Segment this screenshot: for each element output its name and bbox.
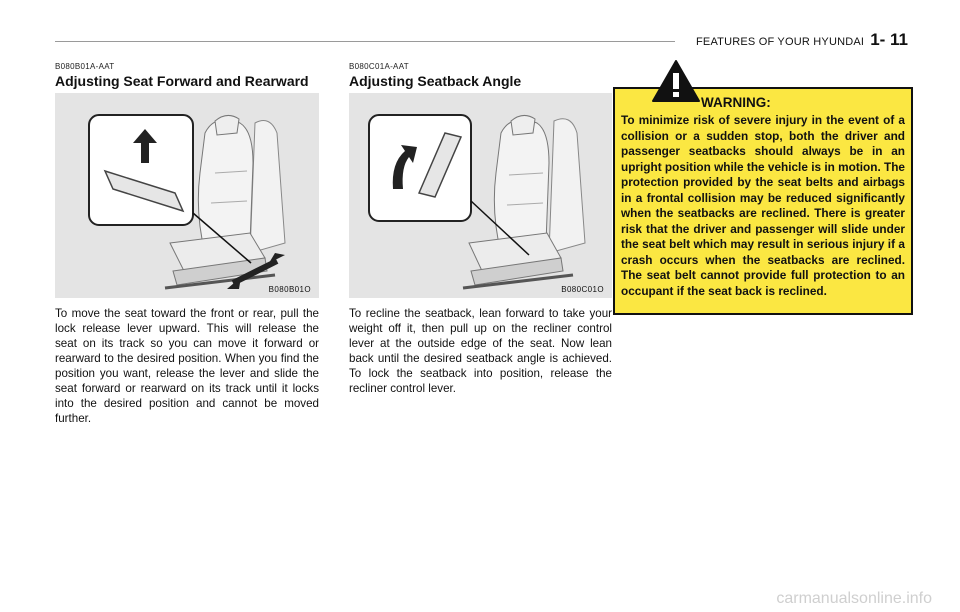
seat-slide-illustration [55,93,319,298]
section-heading: Adjusting Seat Forward and Rearward [55,73,309,89]
warning-text: To minimize risk of severe injury in the event of a collision or a sudden stop, both the driver and passenger seatbacks should always be in an upright position while the vehicle is in motion. The protection provided by the seat belts and airbags in a frontal collision may be reduced significantly when the seatbacks are reclined. There is greater risk that the driver and passenger will slide under the seat belt which may result in serious injury if a crash occurs when the seatbacks are reclined. The seat belt cannot provide full protection to an occupant if the seat back is reclined. [621,113,905,298]
section-heading: Adjusting Seatback Angle [349,73,522,89]
section-body: To move the seat toward the front or rear, pull the lock release lever upward. This will release the seat on its track so you can move it forward or rearward to the desired position. When you find the position you want, release the lever and slide the seat forward or rearward on its track until it locks into the desired position and cannot be moved further. [55,307,319,425]
header-rule [55,41,675,42]
figure-code: B080C01O [561,285,604,294]
section-seatback-angle [349,62,612,396]
exclamation-triangle-icon [651,59,701,103]
page-header [696,30,908,50]
section-code: B080B01A-AAT [55,62,115,71]
section-body: To recline the seatback, lean forward to take your weight off it, then pull up on the recliner control lever at the outside edge of the seat. Now lean back until the desired seatback angle is achieved. To lock the seatback into position, release the recliner control lever. [349,307,612,395]
seatback-recline-drawing [349,93,612,298]
seat-slide-drawing [55,93,319,298]
page-number: 1- 11 [870,30,908,49]
header-title: FEATURES OF YOUR HYUNDAI [695,36,865,48]
warning-box [613,87,913,315]
section-seat-forward-rearward [55,62,319,426]
section-code: B080C01A-AAT [349,62,409,71]
footer-watermark: carmanualsonline.info [776,590,932,607]
figure-code: B080B01O [268,285,311,294]
warning-title: WARNING: [701,95,771,110]
seatback-recline-illustration [349,93,612,298]
